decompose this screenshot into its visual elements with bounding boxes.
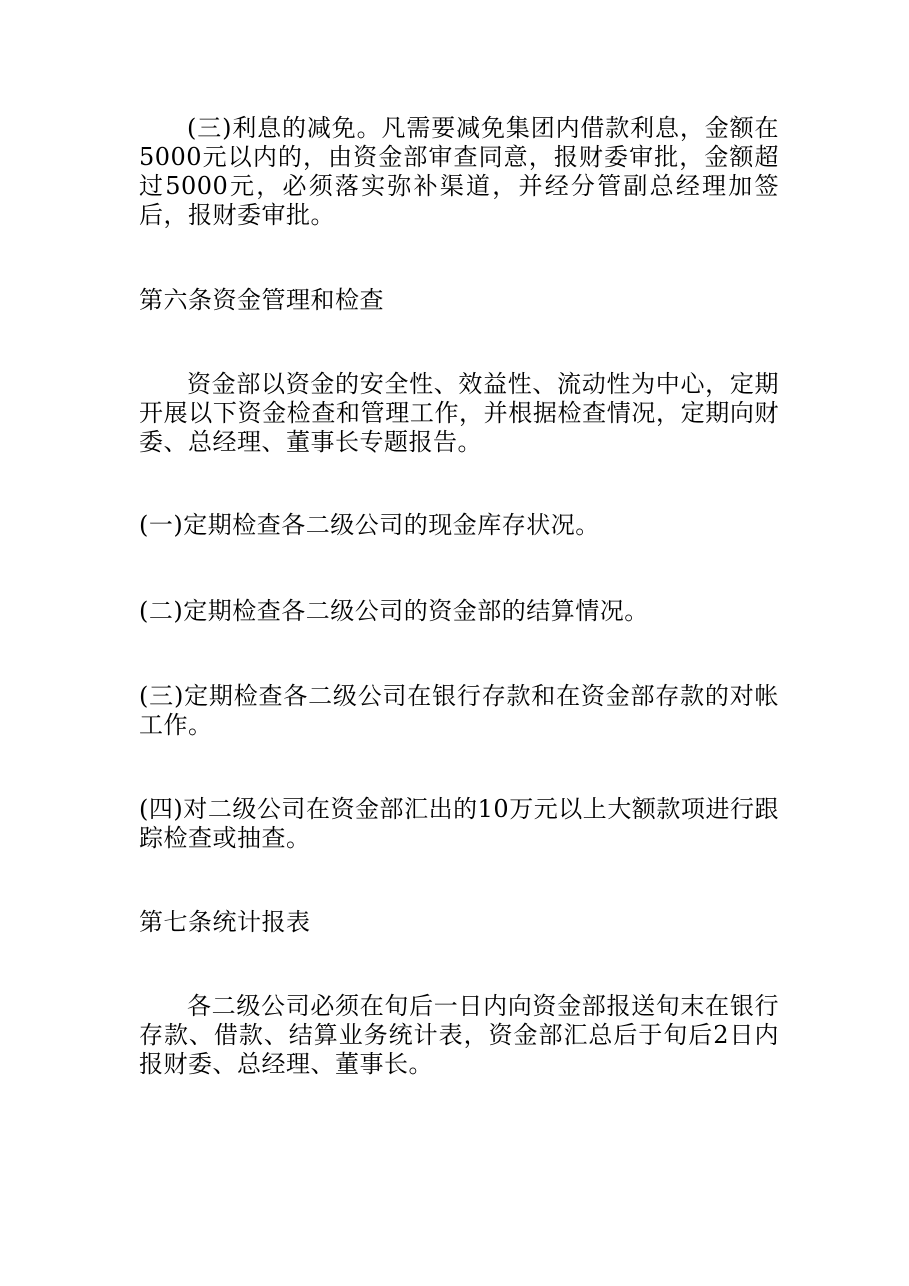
article6-heading: 第六条资金管理和检查: [139, 286, 384, 314]
article6-item-1: (一)定期检查各二级公司的现金库存状况。: [139, 511, 600, 539]
article6-item-2: (二)定期检查各二级公司的资金部的结算情况。: [139, 597, 649, 625]
article7-body-paragraph: 各二级公司必须在旬后一日内向资金部报送旬末在银行存款、借款、结算业务统计表，资金部汇总后于旬后2日内报财委、总经理、董事长。: [139, 992, 779, 1078]
article6-item-4: (四)对二级公司在资金部汇出的10万元以上大额款项进行跟踪检查或抽查。: [139, 795, 779, 852]
paragraph-interest-waiver: (三)利息的减免。凡需要减免集团内借款利息，金额在5000元以内的，由资金部审查同意，报财委审批，金额超过5000元，必须落实弥补渠道，并经分管副总经理加签后，报财委审批。: [139, 114, 779, 229]
article7-heading: 第七条统计报表: [139, 908, 311, 936]
article6-item-3: (三)定期检查各二级公司在银行存款和在资金部存款的对帐工作。: [139, 682, 779, 739]
article6-intro-paragraph: 资金部以资金的安全性、效益性、流动性为中心，定期开展以下资金检查和管理工作，并根据检查情况，定期向财委、总经理、董事长专题报告。: [139, 370, 779, 456]
